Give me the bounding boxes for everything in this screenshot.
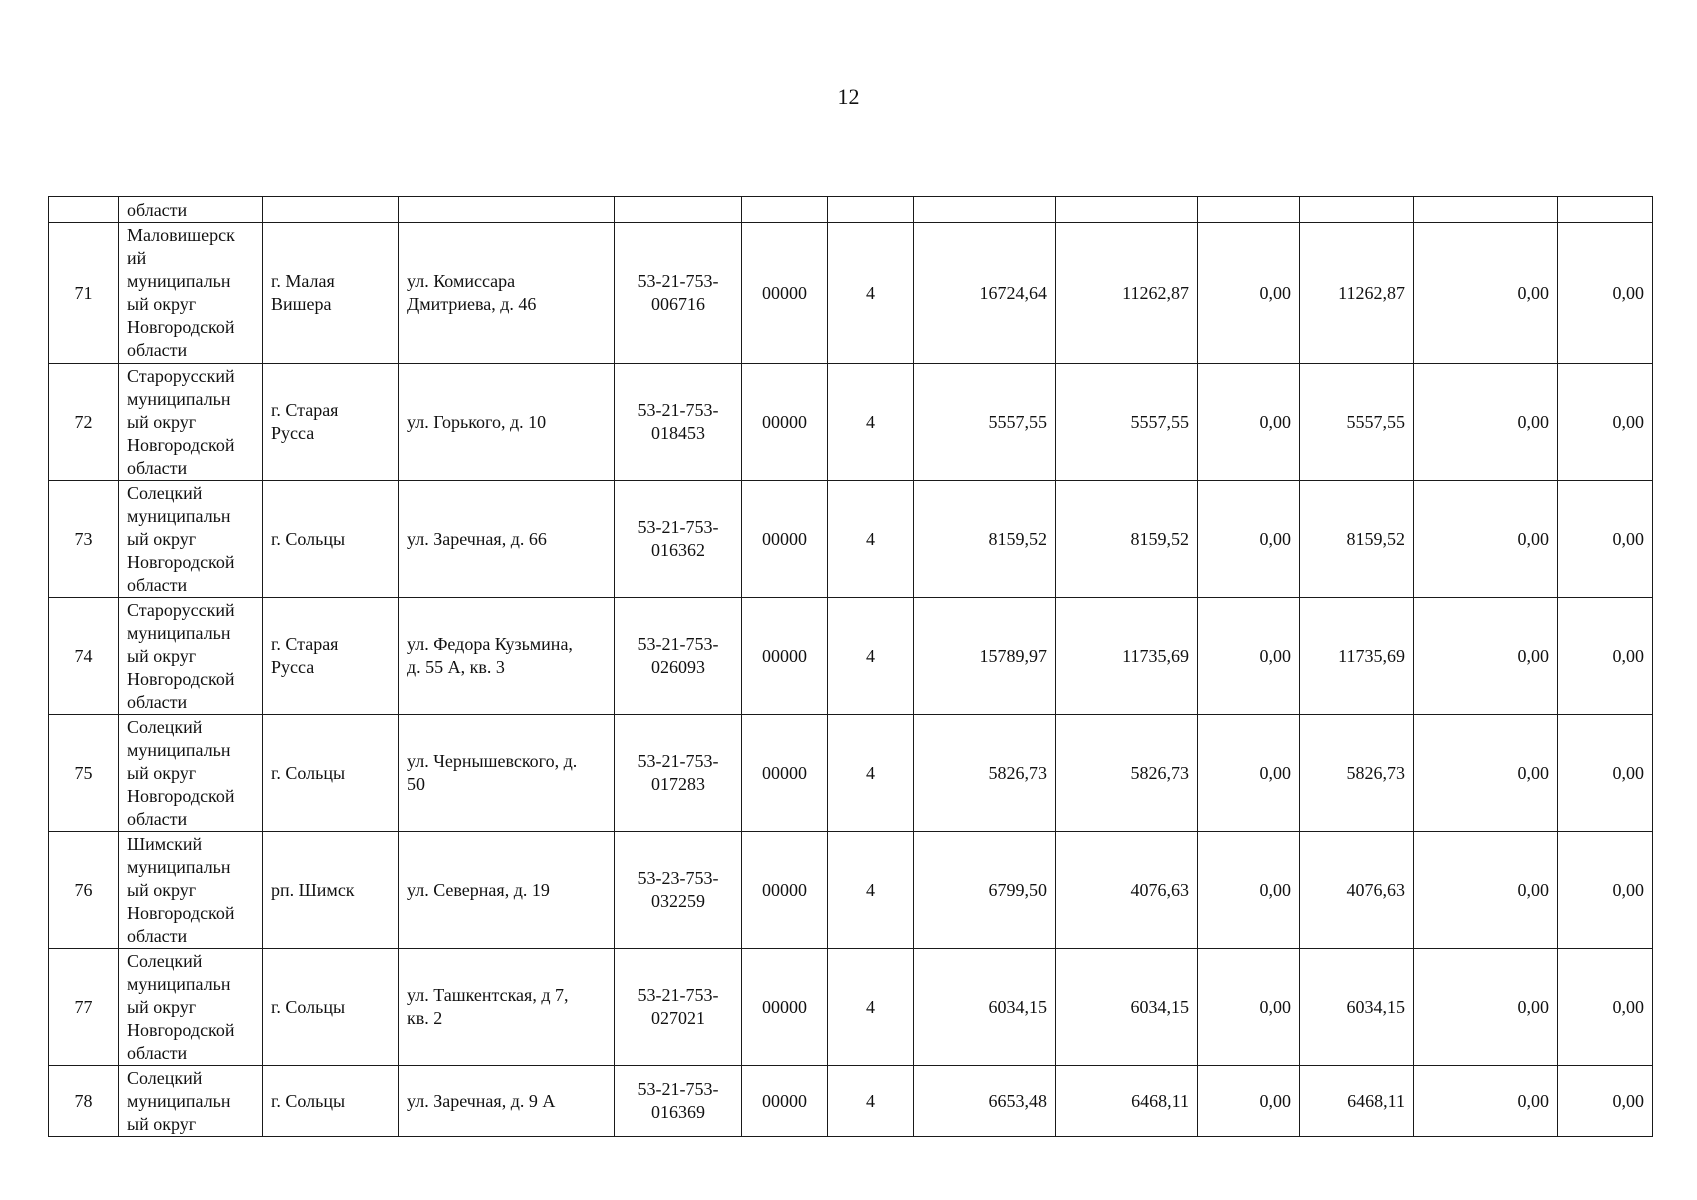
cell-category: 4	[828, 364, 914, 481]
cell-amount: 8159,52	[914, 481, 1056, 598]
cell-address: ул. Горького, д. 10	[399, 364, 615, 481]
cell-amount	[914, 197, 1056, 223]
cell-kind: 00000	[742, 949, 828, 1066]
cell-amount: 0,00	[1414, 364, 1558, 481]
cell-amount: 0,00	[1558, 1066, 1653, 1137]
cell-amount	[1558, 197, 1653, 223]
cell-amount: 0,00	[1414, 481, 1558, 598]
cell-category: 4	[828, 832, 914, 949]
cell-settlement: г. Сольцы	[263, 949, 399, 1066]
cell-amount: 6468,11	[1056, 1066, 1198, 1137]
cell-kind: 00000	[742, 715, 828, 832]
cell-amount: 0,00	[1414, 949, 1558, 1066]
cell-amount: 6034,15	[1056, 949, 1198, 1066]
cell-amount	[1198, 197, 1300, 223]
cell-amount: 0,00	[1198, 598, 1300, 715]
cell-amount: 0,00	[1198, 223, 1300, 364]
cell-category: 4	[828, 1066, 914, 1137]
cell-municipality: Шимский муниципальн ый округ Новгородской области	[119, 832, 263, 949]
table-row	[49, 832, 1653, 949]
cell-municipality: Солецкий муниципальн ый округ	[119, 1066, 263, 1137]
cell-amount	[1414, 197, 1558, 223]
cell-kind: 00000	[742, 364, 828, 481]
data-table	[48, 196, 1653, 1137]
cell-amount: 5557,55	[1300, 364, 1414, 481]
cell-amount: 6653,48	[914, 1066, 1056, 1137]
cell-address: ул. Комиссара Дмитриева, д. 46	[399, 223, 615, 364]
cell-amount: 0,00	[1558, 223, 1653, 364]
cell-code	[615, 197, 742, 223]
cell-code: 53-21-753- 016362	[615, 481, 742, 598]
cell-settlement: г. Старая Русса	[263, 598, 399, 715]
cell-amount	[1056, 197, 1198, 223]
cell-amount: 5826,73	[914, 715, 1056, 832]
cell-amount: 0,00	[1198, 364, 1300, 481]
cell-amount: 0,00	[1558, 481, 1653, 598]
cell-code: 53-21-753- 016369	[615, 1066, 742, 1137]
table-row	[49, 715, 1653, 832]
cell-settlement: рп. Шимск	[263, 832, 399, 949]
cell-number: 78	[49, 1066, 119, 1137]
table-row	[49, 481, 1653, 598]
cell-code: 53-21-753- 018453	[615, 364, 742, 481]
cell-settlement: г. Сольцы	[263, 481, 399, 598]
cell-address	[399, 197, 615, 223]
cell-number: 77	[49, 949, 119, 1066]
cell-number: 74	[49, 598, 119, 715]
cell-address: ул. Федора Кузьмина, д. 55 А, кв. 3	[399, 598, 615, 715]
cell-settlement: г. Сольцы	[263, 715, 399, 832]
cell-municipality: Маловишерск ий муниципальн ый округ Новгородской области	[119, 223, 263, 364]
cell-category: 4	[828, 715, 914, 832]
continuation-row	[49, 197, 1653, 223]
cell-amount: 11262,87	[1056, 223, 1198, 364]
cell-amount: 0,00	[1198, 481, 1300, 598]
cell-amount: 4076,63	[1300, 832, 1414, 949]
cell-municipality: Солецкий муниципальн ый округ Новгородской области	[119, 949, 263, 1066]
cell-address: ул. Ташкентская, д 7, кв. 2	[399, 949, 615, 1066]
cell-amount: 0,00	[1558, 598, 1653, 715]
cell-number: 73	[49, 481, 119, 598]
cell-amount: 0,00	[1414, 223, 1558, 364]
cell-municipality: области	[119, 197, 263, 223]
cell-kind	[742, 197, 828, 223]
table-row	[49, 598, 1653, 715]
cell-category: 4	[828, 481, 914, 598]
cell-category: 4	[828, 949, 914, 1066]
cell-number: 75	[49, 715, 119, 832]
cell-address: ул. Заречная, д. 66	[399, 481, 615, 598]
cell-amount: 15789,97	[914, 598, 1056, 715]
cell-code: 53-21-753- 026093	[615, 598, 742, 715]
cell-municipality: Старорусский муниципальн ый округ Новгородской области	[119, 364, 263, 481]
cell-number: 76	[49, 832, 119, 949]
cell-amount: 4076,63	[1056, 832, 1198, 949]
cell-settlement	[263, 197, 399, 223]
cell-kind: 00000	[742, 481, 828, 598]
cell-amount	[1300, 197, 1414, 223]
cell-amount: 0,00	[1558, 832, 1653, 949]
cell-amount: 6034,15	[914, 949, 1056, 1066]
cell-amount: 16724,64	[914, 223, 1056, 364]
table-row	[49, 223, 1653, 364]
cell-amount: 0,00	[1198, 949, 1300, 1066]
cell-amount: 11262,87	[1300, 223, 1414, 364]
cell-kind: 00000	[742, 598, 828, 715]
table-row	[49, 949, 1653, 1066]
cell-municipality: Солецкий муниципальн ый округ Новгородской области	[119, 481, 263, 598]
cell-kind: 00000	[742, 832, 828, 949]
cell-amount: 6034,15	[1300, 949, 1414, 1066]
cell-amount: 0,00	[1198, 1066, 1300, 1137]
cell-number	[49, 197, 119, 223]
cell-amount: 5826,73	[1056, 715, 1198, 832]
cell-amount: 0,00	[1558, 949, 1653, 1066]
table-row	[49, 1066, 1653, 1137]
cell-amount: 5557,55	[1056, 364, 1198, 481]
cell-number: 72	[49, 364, 119, 481]
cell-code: 53-21-753- 027021	[615, 949, 742, 1066]
cell-amount: 11735,69	[1056, 598, 1198, 715]
cell-address: ул. Северная, д. 19	[399, 832, 615, 949]
cell-municipality: Старорусский муниципальн ый округ Новгородской области	[119, 598, 263, 715]
cell-code: 53-21-753- 017283	[615, 715, 742, 832]
cell-amount: 0,00	[1414, 715, 1558, 832]
cell-code: 53-23-753- 032259	[615, 832, 742, 949]
cell-number: 71	[49, 223, 119, 364]
cell-amount: 0,00	[1414, 832, 1558, 949]
cell-amount: 0,00	[1414, 598, 1558, 715]
cell-kind: 00000	[742, 1066, 828, 1137]
page-number: 12	[837, 84, 860, 109]
cell-amount: 0,00	[1558, 715, 1653, 832]
cell-settlement: г. Малая Вишера	[263, 223, 399, 364]
cell-amount: 5826,73	[1300, 715, 1414, 832]
cell-amount: 0,00	[1558, 364, 1653, 481]
cell-category: 4	[828, 223, 914, 364]
table-row	[49, 364, 1653, 481]
cell-category	[828, 197, 914, 223]
cell-municipality: Солецкий муниципальн ый округ Новгородской области	[119, 715, 263, 832]
cell-amount: 0,00	[1414, 1066, 1558, 1137]
cell-amount: 6799,50	[914, 832, 1056, 949]
cell-address: ул. Чернышевского, д. 50	[399, 715, 615, 832]
cell-amount: 6468,11	[1300, 1066, 1414, 1137]
cell-code: 53-21-753- 006716	[615, 223, 742, 364]
cell-settlement: г. Сольцы	[263, 1066, 399, 1137]
cell-kind: 00000	[742, 223, 828, 364]
cell-amount: 5557,55	[914, 364, 1056, 481]
cell-amount: 8159,52	[1300, 481, 1414, 598]
cell-address: ул. Заречная, д. 9 А	[399, 1066, 615, 1137]
cell-amount: 0,00	[1198, 832, 1300, 949]
cell-amount: 11735,69	[1300, 598, 1414, 715]
cell-amount: 0,00	[1198, 715, 1300, 832]
cell-category: 4	[828, 598, 914, 715]
cell-settlement: г. Старая Русса	[263, 364, 399, 481]
cell-amount: 8159,52	[1056, 481, 1198, 598]
